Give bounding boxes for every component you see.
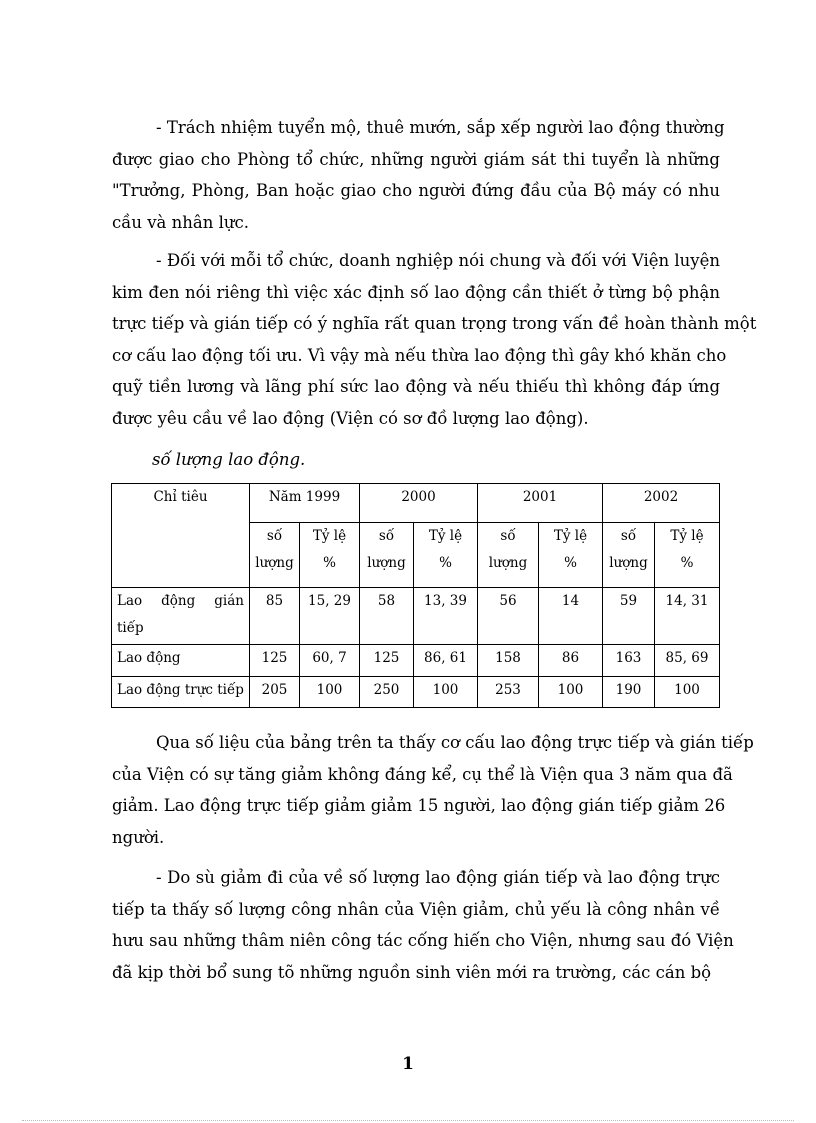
subheader-count xyxy=(360,523,414,588)
text-line: trực tiếp và gián tiếp có ý nghĩa rất quan trọng trong vấn đề hoàn thành một xyxy=(112,314,757,333)
header-year: 2002 xyxy=(603,484,720,523)
paragraph-recruitment-responsibility xyxy=(112,112,725,238)
table-cell: 85 xyxy=(250,588,300,645)
text-line: tiếp ta thấy số lượng công nhân của Viện giảm, chủ yếu là công nhân về xyxy=(112,899,720,919)
table-cell: 58 xyxy=(360,588,414,645)
table-cell: 250 xyxy=(360,677,414,708)
table-cell: 158 xyxy=(478,645,539,677)
text-line: cầu và nhân lực. xyxy=(112,212,249,232)
text-line: - Đối với mỗi tổ chức, doanh nghiệp nói chung và đối với Viện luyện xyxy=(156,251,721,270)
page-bottom-rule xyxy=(22,1120,794,1121)
text-line: được giao cho Phòng tổ chức, những người giám sát thi tuyển là những xyxy=(112,149,720,169)
table-cell: 190 xyxy=(603,677,655,708)
subheader-ratio-line1: Tỷ lệ xyxy=(553,528,588,544)
text-line: đã kịp thời bổ sung tõ những nguồn sinh viên mới ra trường, các cán bộ xyxy=(112,962,712,982)
table-cell: 253 xyxy=(478,677,539,708)
paragraph-workforce-decrease xyxy=(112,862,734,988)
subheader-count xyxy=(250,523,300,588)
table-cell: 56 xyxy=(478,588,539,645)
subheader-count-line1: số xyxy=(266,528,283,544)
text-line: được yêu cầu về lao động (Viện có sơ đồ lượng lao động). xyxy=(112,408,589,428)
table-row xyxy=(112,588,720,645)
row-label-line1: Lao động gián xyxy=(117,593,244,609)
table-cell: 85, 69 xyxy=(655,645,720,677)
subheader-count-line1: số xyxy=(620,528,637,544)
subheader-ratio-line1: Tỷ lệ xyxy=(670,528,704,544)
row-label: Lao động xyxy=(112,645,250,677)
table-cell: 163 xyxy=(603,645,655,677)
table-cell: 100 xyxy=(655,677,720,708)
table-cell: 100 xyxy=(414,677,478,708)
text-line: Qua số liệu của bảng trên ta thấy cơ cấu lao động trực tiếp và gián tiếp xyxy=(156,733,754,752)
subheader-count-line2: lượng xyxy=(609,555,648,571)
text-line: cơ cấu lao động tối ưu. Vì vậy mà nếu thừa lao động thì gây khó khăn cho xyxy=(112,345,727,365)
text-line: người. xyxy=(112,827,165,847)
subheader-ratio-line2: % xyxy=(439,555,452,571)
table-cell: 100 xyxy=(539,677,603,708)
paragraph-table-analysis xyxy=(112,727,754,853)
row-label: Lao động trực tiếp xyxy=(112,677,250,708)
subheader-ratio-line2: % xyxy=(680,555,694,571)
table-row xyxy=(112,677,720,708)
header-criteria: Chỉ tiêu xyxy=(112,484,250,588)
subheader-count-line2: lượng xyxy=(367,555,406,571)
table-cell: 59 xyxy=(603,588,655,645)
subheader-ratio-line2: % xyxy=(323,555,336,571)
subheader-count-line1: số xyxy=(500,528,516,544)
subheader-count-line2: lượng xyxy=(255,555,294,571)
table-cell: 60, 7 xyxy=(300,645,360,677)
table-cell: 100 xyxy=(300,677,360,708)
subheader-ratio xyxy=(300,523,360,588)
subheader-count-line2: lượng xyxy=(488,555,528,571)
header-year: 2000 xyxy=(360,484,478,523)
subheader-ratio xyxy=(655,523,720,588)
table-cell: 14 xyxy=(539,588,603,645)
paragraph-labor-structure xyxy=(112,245,757,434)
text-line: kim đen nói riêng thì việc xác định số lao động cần thiết ở từng bộ phận xyxy=(112,282,720,302)
subheader-count-line1: số xyxy=(378,528,395,544)
table-cell: 86, 61 xyxy=(414,645,478,677)
table-caption: số lượng lao động. xyxy=(152,450,306,469)
text-line: giảm. Lao động trực tiếp giảm giảm 15 người, lao động gián tiếp giảm 26 xyxy=(112,796,726,815)
table-cell: 14, 31 xyxy=(655,588,720,645)
subheader-count xyxy=(603,523,655,588)
table-cell: 125 xyxy=(360,645,414,677)
subheader-count xyxy=(478,523,539,588)
table-cell: 86 xyxy=(539,645,603,677)
table-cell: 125 xyxy=(250,645,300,677)
page-number: 1 xyxy=(402,1054,414,1074)
table-cell: 13, 39 xyxy=(414,588,478,645)
subheader-ratio-line2: % xyxy=(564,555,577,571)
header-year: 2001 xyxy=(478,484,603,523)
table-cell: 205 xyxy=(250,677,300,708)
text-line: "Trưởng, Phòng, Ban hoặc giao cho người đứng đầu của Bộ máy có nhu xyxy=(112,181,720,200)
subheader-ratio xyxy=(539,523,603,588)
text-line: - Trách nhiệm tuyển mộ, thuê mướn, sắp xếp người lao động thường xyxy=(156,118,725,137)
subheader-ratio-line1: Tỷ lệ xyxy=(312,528,347,544)
row-label xyxy=(112,588,250,645)
text-line: quỹ tiền lương và lãng phí sức lao động và nếu thiếu thì không đáp ứng xyxy=(112,377,720,396)
subheader-ratio xyxy=(414,523,478,588)
table-cell: 15, 29 xyxy=(300,588,360,645)
row-label-line2: tiếp xyxy=(117,620,144,636)
table-header-row xyxy=(112,484,720,523)
subheader-ratio-line1: Tỷ lệ xyxy=(428,528,463,544)
header-year: Năm 1999 xyxy=(250,484,360,523)
text-line: - Do sù giảm đi của về số lượng lao động gián tiếp và lao động trực xyxy=(156,868,720,887)
table-row xyxy=(112,645,720,677)
text-line: của Viện có sự tăng giảm không đáng kể, cụ thể là Viện qua 3 năm qua đã xyxy=(112,764,733,784)
labor-table xyxy=(111,483,720,708)
text-line: hưu sau những thâm niên công tác cống hiến cho Viện, nhưng sau đó Viện xyxy=(112,931,734,950)
